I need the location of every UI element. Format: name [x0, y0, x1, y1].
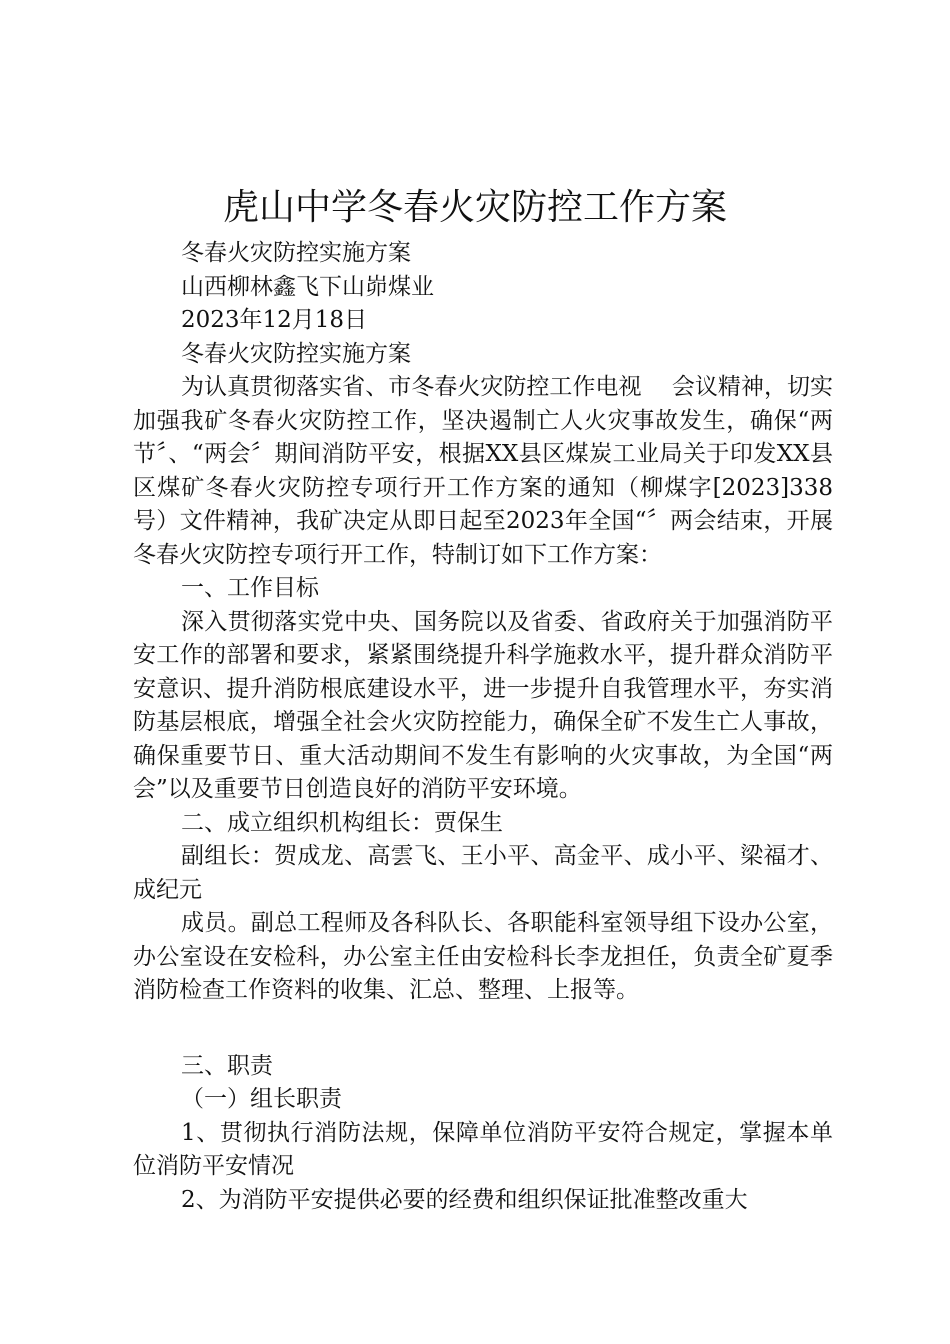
section-heading-plan: 冬春火灾防控实施方案 — [181, 340, 411, 367]
section-heading-goals: 一、工作目标 — [181, 575, 319, 601]
document-date: 2023年12月18日 — [181, 307, 368, 333]
document-body — [133, 237, 833, 1217]
duty-item-2: 2、为消防平安提供必要的经费和组织保证批准整改重大 — [181, 1186, 748, 1213]
subtitle-plan: 冬春火灾防控实施方案 — [181, 240, 411, 266]
subsection-heading-leader-duties: （一）组长职责 — [181, 1086, 342, 1112]
document-title: 虎山中学冬春火灾防控工作方案 — [222, 187, 727, 228]
organization-name: 山西柳林鑫飞下山峁煤业 — [181, 273, 434, 300]
members-paragraph: 成员。副总工程师及各科队长、各职能科室领导组下设办公室，办公室设在安检科，办公室主任由安检科长李龙担任，负责全矿夏季消防检查工作资料的收集、汇总、整理、上报等。 — [133, 910, 833, 1003]
section-heading-organization: 二、成立组织机构组长：贾保生 — [181, 809, 503, 836]
deputy-leaders-paragraph: 副组长：贺成龙、高雲飞、王小平、高金平、成小平、梁福才、成纪元 — [133, 843, 833, 903]
goals-paragraph: 深入贯彻落实党中央、国务院以及省委、省政府关于加强消防平安工作的部署和要求，紧紧围绕提升科学施救水平，提升群众消防平安意识、提升消防根底建设水平，进一步提升自我管理水平，夯实消防基层根底，增强全社会火灾防控能力，确保全矿不发生亡人事故，确保重要节日、重大活动期间不发生有影响的火灾事故，为全国“两会”以及重要节日创造良好的消防平安环境。 — [133, 608, 833, 802]
duty-item-1: 1、贯彻执行消防法规，保障单位消防平安符合规定，掌握本单位消防平安情况 — [133, 1119, 833, 1179]
section-heading-duties: 三、职责 — [181, 1052, 273, 1079]
blank-line — [133, 1008, 833, 1050]
intro-paragraph: 为认真贯彻落实省、市冬春火灾防控工作电视 会议精神，切实加强我矿冬春火灾防控工作，坚决遏制亡人火灾事故发生，确保“两节〞、“两会〞期间消防平安，根据XX县区煤炭工业局关于印发XX县区煤矿冬春火灾防控专项行开工作方案的通知（柳煤字[2023]338号）文件精神，我矿决定从即日起至2023年全国“〞两会结束，开展冬春火灾防控专项行开工作，特制订如下工作方案： — [133, 374, 833, 568]
